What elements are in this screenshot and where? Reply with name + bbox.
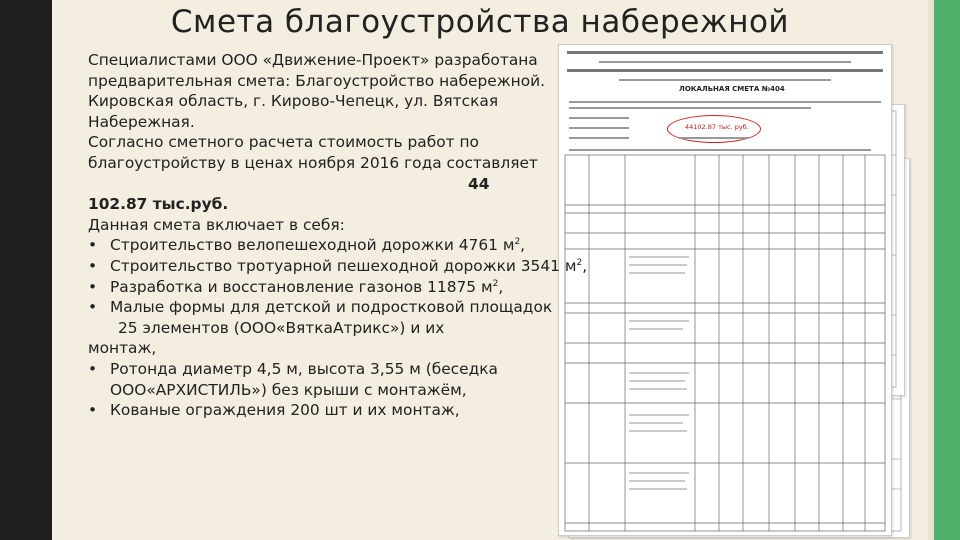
list-item: • Ротонда диаметр 4,5 м, высота 3,55 м (беседка ООО«АРХИСТИЛЬ») без крыши с монтажём, xyxy=(88,359,498,399)
bullet-icon: • xyxy=(88,359,98,378)
works-list-2 xyxy=(88,359,588,421)
doc-line xyxy=(619,79,831,81)
right-green-bar xyxy=(934,0,960,540)
doc-line xyxy=(569,107,811,109)
bullet-icon: • xyxy=(88,298,98,317)
bullet-icon: • xyxy=(88,256,98,275)
doc-line xyxy=(569,101,881,103)
list-continuation: монтаж, xyxy=(88,339,157,358)
slide-title: Смета благоустройства набережной xyxy=(170,4,790,40)
doc-line xyxy=(679,137,749,139)
list-item: • Разработка и восстановление газонов 11875 $м^2$, xyxy=(88,277,504,296)
doc-line xyxy=(569,149,871,151)
list-item: • Строительство велопешеходной дорожки 4761 $м^2$, xyxy=(88,236,526,255)
estimate-page-front xyxy=(558,44,892,536)
cost-amount-part1: 44 xyxy=(468,174,490,193)
cost-amount-part2: 102.87 тыс.руб. xyxy=(88,195,229,214)
slide-body xyxy=(88,50,588,421)
list-continuation: 25 элементов (ООО«ВяткаАтрикс») и их xyxy=(118,318,445,337)
left-dark-bar xyxy=(0,0,52,540)
paragraph-location: Кировская область, г. Кирово-Чепецк, ул. Вятская Набережная. xyxy=(88,92,499,131)
paragraph-includes: Данная смета включает в себя: xyxy=(88,215,345,234)
doc-amount: 44102.87 тыс. руб. xyxy=(685,123,749,131)
estimate-table-grid xyxy=(559,153,891,533)
paragraph-cost: Согласно сметного расчета стоимость работ по благоустройству в ценах ноября 2016 года составляет xyxy=(88,133,538,172)
works-list xyxy=(88,235,588,317)
paragraph-intro: Специалистами ООО «Движение-Проект» разработана предварительная смета: Благоустройство набережной. xyxy=(88,51,546,90)
doc-line xyxy=(599,61,851,63)
doc-heading: ЛОКАЛЬНАЯ СМЕТА №404 xyxy=(679,85,785,93)
bullet-icon: • xyxy=(88,236,98,255)
list-item: • Малые формы для детской и подростковой площадок xyxy=(88,298,553,317)
doc-header-line xyxy=(567,69,883,72)
doc-header-line xyxy=(567,51,883,54)
list-item: • Кованые ограждения 200 шт и их монтаж, xyxy=(88,401,460,420)
bullet-icon: • xyxy=(88,401,98,420)
list-item: • Строительство тротуарной пешеходной дорожки 3541 $м^2$, xyxy=(88,256,588,275)
bullet-icon: • xyxy=(88,277,98,296)
